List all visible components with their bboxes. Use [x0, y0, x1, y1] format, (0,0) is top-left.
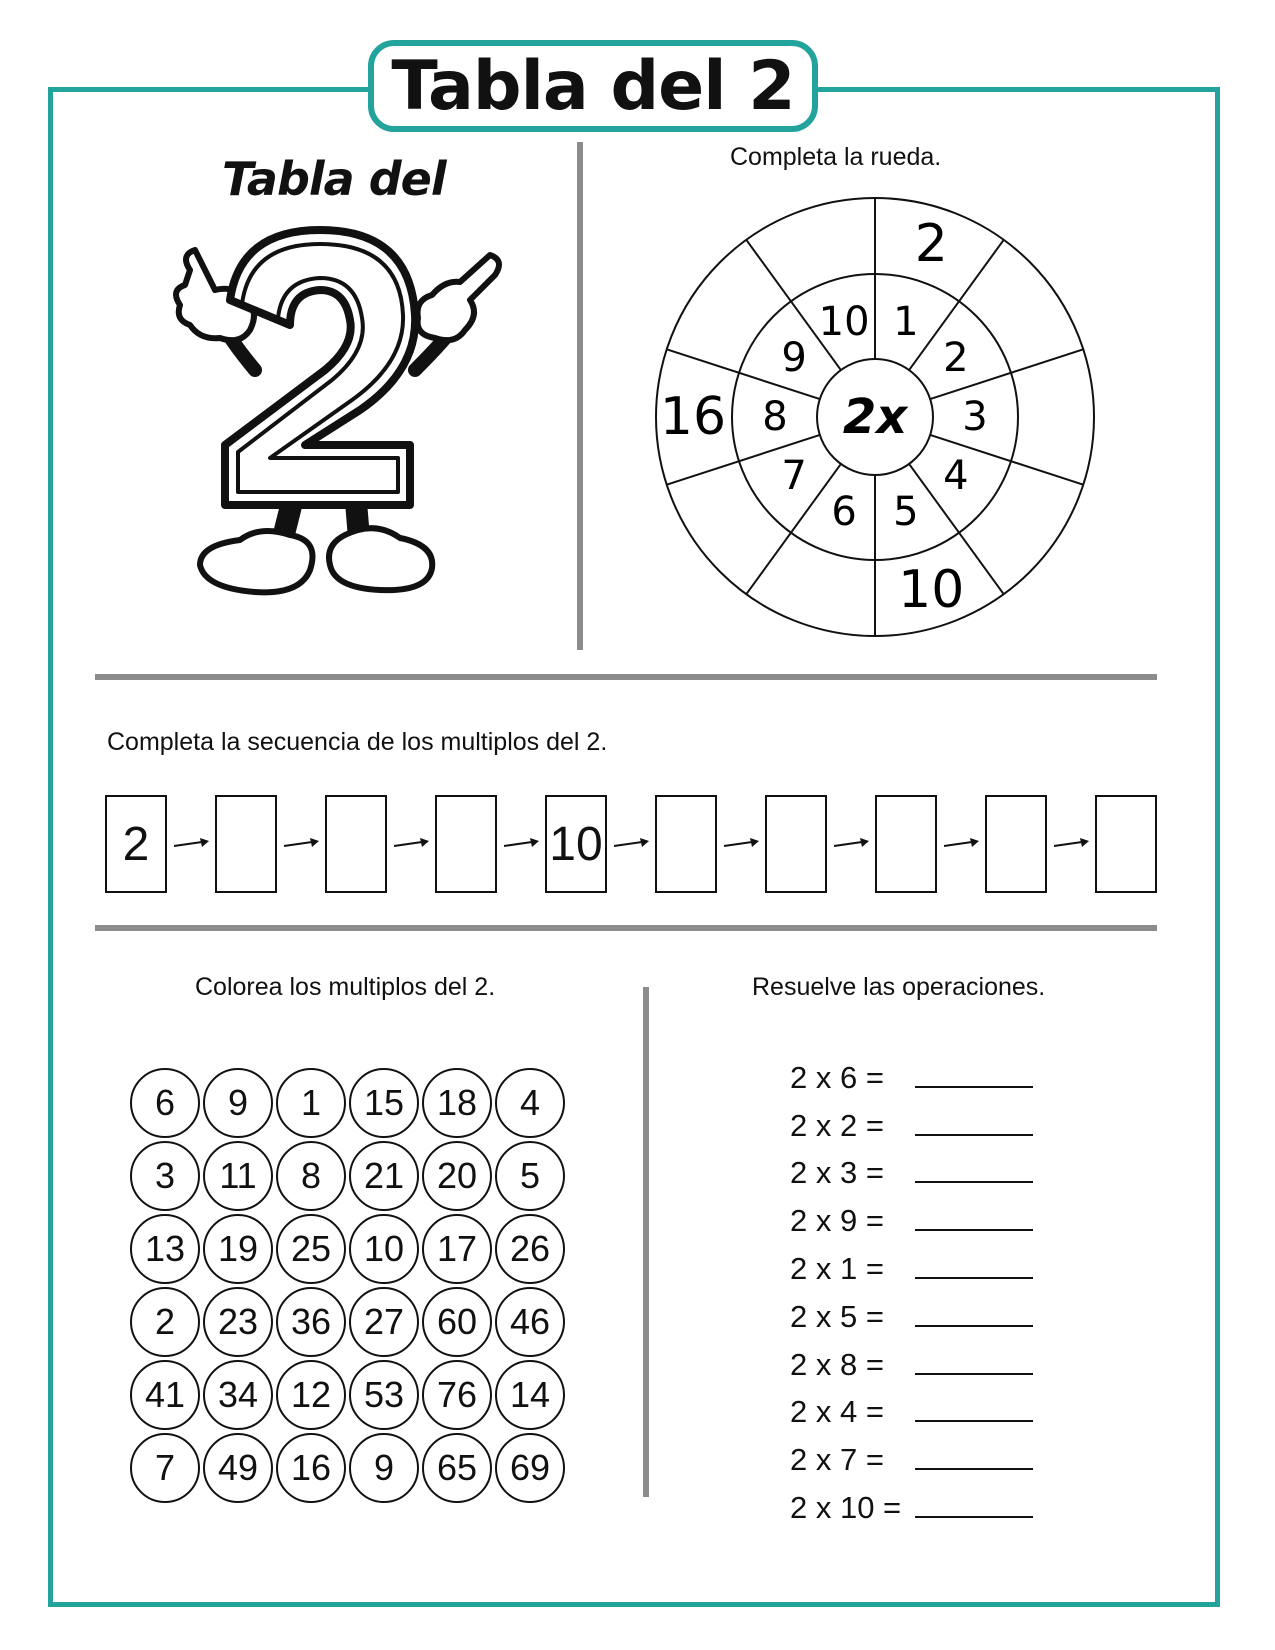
number-circle[interactable]: 26	[495, 1214, 565, 1284]
sequence-box-filled: 10	[545, 795, 607, 893]
number-circle[interactable]: 16	[276, 1433, 346, 1503]
operations-list	[790, 1054, 1033, 1532]
sequence-arrow-icon	[1047, 795, 1095, 893]
number-circle[interactable]: 49	[203, 1433, 273, 1503]
answer-blank[interactable]	[915, 1211, 1033, 1231]
wheel-inner-number: 8	[762, 394, 788, 440]
operation-expression: 2 x 5 =	[790, 1298, 884, 1334]
wheel-inner-number: 5	[893, 489, 919, 536]
answer-blank[interactable]	[915, 1163, 1033, 1183]
number-circle[interactable]: 11	[203, 1141, 273, 1211]
answer-blank[interactable]	[915, 1450, 1033, 1470]
operation-expression: 2 x 4 =	[790, 1394, 884, 1430]
top-divider-vertical	[577, 142, 583, 650]
wheel-center-label: 2x	[842, 389, 908, 445]
sequence-box-blank[interactable]	[765, 795, 827, 893]
operation-row	[790, 1245, 1033, 1293]
operation-row	[790, 1054, 1033, 1102]
operation-expression: 2 x 9 =	[790, 1203, 884, 1239]
sequence-arrow-icon	[937, 795, 985, 893]
answer-blank[interactable]	[915, 1355, 1033, 1375]
sequence-box-blank[interactable]	[435, 795, 497, 893]
answer-blank[interactable]	[915, 1116, 1033, 1136]
number-circle[interactable]: 9	[349, 1433, 419, 1503]
number-circle[interactable]: 13	[130, 1214, 200, 1284]
number-circle[interactable]: 17	[422, 1214, 492, 1284]
number-circle[interactable]: 3	[130, 1141, 200, 1211]
sequence-box-blank[interactable]	[215, 795, 277, 893]
multiplication-wheel	[655, 195, 1095, 639]
wheel-outer-blank[interactable]	[1037, 397, 1077, 437]
sequence-box-filled: 2	[105, 795, 167, 893]
number-circle[interactable]: 15	[349, 1068, 419, 1138]
number-circle[interactable]: 14	[495, 1360, 565, 1430]
left-shoe-icon	[200, 531, 313, 592]
wheel-inner-number: 3	[962, 394, 988, 440]
number-circle[interactable]: 25	[276, 1214, 346, 1284]
answer-blank[interactable]	[915, 1402, 1033, 1422]
number-circle[interactable]: 10	[349, 1214, 419, 1284]
sequence-instruction: Completa la secuencia de los multiplos del 2.	[107, 728, 608, 756]
number-circle[interactable]: 20	[422, 1141, 492, 1211]
operation-row	[790, 1150, 1033, 1198]
wheel-outer-blank[interactable]	[1002, 504, 1042, 544]
wheel-outer-number: 2	[914, 213, 948, 274]
wheel-outer-number: 16	[659, 387, 727, 447]
operation-row	[790, 1341, 1033, 1389]
sequence-arrow-icon	[497, 795, 545, 893]
number-circle[interactable]: 36	[276, 1287, 346, 1357]
number-circle[interactable]: 19	[203, 1214, 273, 1284]
sequence-box-blank[interactable]	[1095, 795, 1157, 893]
wheel-inner-number: 2	[943, 335, 969, 382]
number-circle[interactable]: 21	[349, 1141, 419, 1211]
number-circle[interactable]: 4	[495, 1068, 565, 1138]
operation-row	[790, 1436, 1033, 1484]
number-circle[interactable]: 9	[203, 1068, 273, 1138]
wheel-inner-number: 1	[893, 298, 919, 345]
wheel-outer-blank[interactable]	[799, 224, 839, 264]
sequence-row	[105, 795, 1157, 893]
number-circle[interactable]: 76	[422, 1360, 492, 1430]
answer-blank[interactable]	[915, 1498, 1033, 1518]
number-circle[interactable]: 5	[495, 1141, 565, 1211]
operation-expression: 2 x 3 =	[790, 1155, 884, 1191]
title-box	[368, 40, 818, 132]
wheel-inner-number: 4	[943, 452, 969, 499]
sequence-box-blank[interactable]	[655, 795, 717, 893]
wheel-outer-number: 10	[898, 560, 965, 621]
wheel-inner-number: 10	[818, 298, 870, 345]
operation-expression: 2 x 7 =	[790, 1442, 884, 1478]
number-circle[interactable]: 23	[203, 1287, 273, 1357]
answer-blank[interactable]	[915, 1068, 1033, 1088]
wheel-inner-number: 7	[781, 452, 807, 499]
operation-expression: 2 x 8 =	[790, 1346, 884, 1382]
sequence-box-blank[interactable]	[985, 795, 1047, 893]
operation-expression: 2 x 1 =	[790, 1251, 884, 1287]
operation-row	[790, 1197, 1033, 1245]
answer-blank[interactable]	[915, 1259, 1033, 1279]
operation-row	[790, 1293, 1033, 1341]
bottom-divider-vertical	[643, 987, 649, 1497]
number-circle[interactable]: 69	[495, 1433, 565, 1503]
sequence-arrow-icon	[827, 795, 875, 893]
number-circle[interactable]: 41	[130, 1360, 200, 1430]
number-circle[interactable]: 7	[130, 1433, 200, 1503]
sequence-arrow-icon	[277, 795, 325, 893]
sequence-arrow-icon	[607, 795, 655, 893]
right-hand-icon	[418, 255, 499, 340]
page-title: Tabla del 2	[391, 46, 795, 126]
wheel-outer-blank[interactable]	[1002, 290, 1042, 330]
wheel-outer-blank[interactable]	[799, 570, 839, 610]
operation-row	[790, 1389, 1033, 1437]
number-circle[interactable]: 8	[276, 1141, 346, 1211]
right-shoe-icon	[329, 528, 432, 590]
coloring-grid	[130, 1068, 568, 1506]
answer-blank[interactable]	[915, 1307, 1033, 1327]
operation-expression: 2 x 2 =	[790, 1107, 884, 1143]
operation-expression: 2 x 10 =	[790, 1490, 902, 1526]
wheel-instruction: Completa la rueda.	[730, 143, 942, 171]
sequence-box-blank[interactable]	[875, 795, 937, 893]
number-circle[interactable]: 27	[349, 1287, 419, 1357]
operation-expression: 2 x 6 =	[790, 1059, 884, 1095]
number-circle[interactable]: 6	[130, 1068, 200, 1138]
number-circle[interactable]: 1	[276, 1068, 346, 1138]
wheel-inner-number: 6	[831, 489, 857, 536]
operation-row	[790, 1484, 1033, 1532]
number-circle[interactable]: 2	[130, 1287, 200, 1357]
number-circle[interactable]: 65	[422, 1433, 492, 1503]
coloring-instruction: Colorea los multiplos del 2.	[195, 973, 496, 1001]
wheel-outer-blank[interactable]	[708, 504, 748, 544]
operation-row	[790, 1102, 1033, 1150]
mascot-illustration	[160, 220, 520, 640]
number-circle[interactable]: 53	[349, 1360, 419, 1430]
wheel-outer-blank[interactable]	[708, 290, 748, 330]
operations-instruction: Resuelve las operaciones.	[752, 973, 1046, 1001]
sequence-arrow-icon	[167, 795, 215, 893]
number-circle[interactable]: 12	[276, 1360, 346, 1430]
divider-top	[95, 674, 1157, 680]
sequence-arrow-icon	[717, 795, 765, 893]
number-circle[interactable]: 60	[422, 1287, 492, 1357]
number-circle[interactable]: 18	[422, 1068, 492, 1138]
number-circle[interactable]: 34	[203, 1360, 273, 1430]
wheel-inner-number: 9	[781, 335, 807, 382]
sequence-arrow-icon	[387, 795, 435, 893]
number-circle[interactable]: 46	[495, 1287, 565, 1357]
mascot-caption: Tabla del	[222, 152, 446, 206]
divider-bottom	[95, 925, 1157, 931]
sequence-box-blank[interactable]	[325, 795, 387, 893]
